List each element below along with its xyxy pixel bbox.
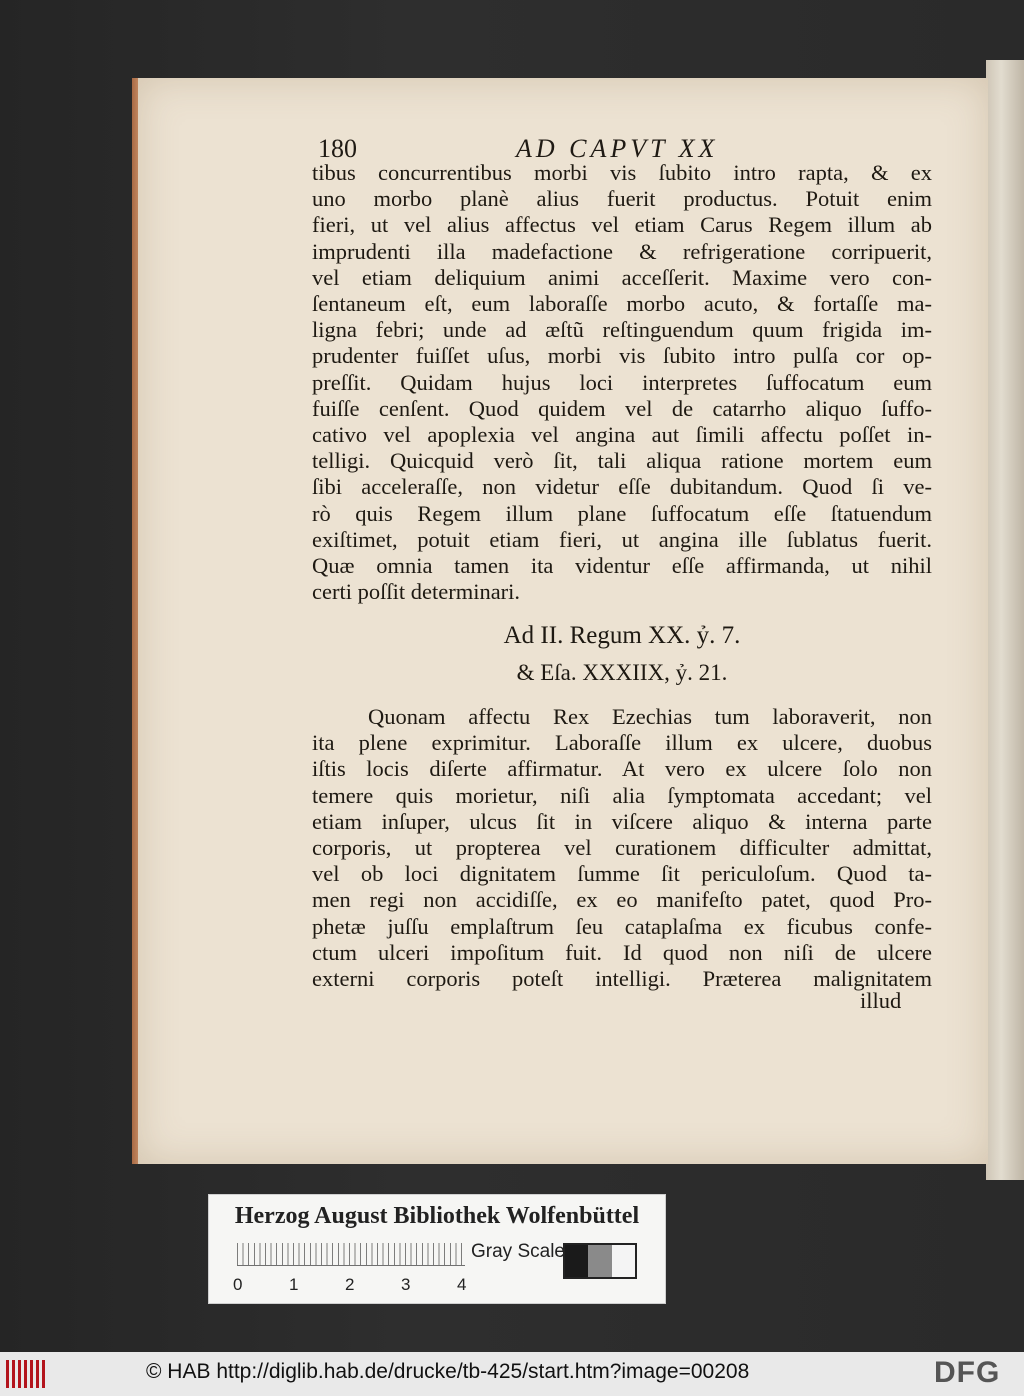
library-color-card <box>208 1194 666 1304</box>
text-line: prudenter fuiſſet uſus, morbi vis ſubito intro pulſa cor op- <box>312 343 932 369</box>
text-line: Quæ omnia tamen ita videntur eſſe affirmanda, ut nihil <box>312 553 932 579</box>
text-line: imprudenti illa madefactione & refrigeratione corripuerit, <box>312 238 932 264</box>
text-line: men regi non accidiſſe, ex eo manifeſto patet, quod Pro- <box>312 887 932 913</box>
text-line: phetæ juſſu emplaſtrum ſeu cataplaſma ex ficubus confe- <box>312 913 932 939</box>
viewer-footer <box>0 1352 1024 1396</box>
text-line: ſentaneum eſt, eum laboraſſe morbo acuto, & fortaſſe ma- <box>312 291 932 317</box>
library-name: Herzog August Bibliothek Wolfenbüttel <box>234 1203 640 1229</box>
dfg-logo: DFG <box>934 1356 1001 1389</box>
text-line: preſſit. Quidam hujus loci interpretes ſuffocatum eum <box>312 369 932 395</box>
text-line: ita plene exprimitur. Laboraſſe illum ex ulcere, duobus <box>312 730 932 756</box>
gray-swatch-light <box>612 1245 635 1277</box>
section-heading-line-1: Ad II. Regum XX. ỷ. 7. <box>503 622 741 649</box>
section-heading-line-2: & Eſa. XXXIIX, ỷ. 21. <box>516 660 728 685</box>
hab-logo-icon <box>6 1360 46 1388</box>
ruler-number: 3 <box>401 1275 411 1294</box>
gray-swatches <box>563 1243 637 1279</box>
page-number: 180 <box>318 134 357 163</box>
text-line: fuiſſe cenſent. Quod quidem vel de catarrho aliquo ſuffo- <box>312 395 932 421</box>
gray-swatch-mid <box>588 1245 611 1277</box>
text-line: vel etiam deliquium animi acceſſerit. Maxime vero con- <box>312 264 932 290</box>
text-line: tibus concurrentibus morbi vis ſubito intro rapta, & ex <box>312 160 932 185</box>
paragraph-2 <box>312 704 932 992</box>
text-line: externi corporis poteſt intelligi. Præterea malignitatem <box>312 966 932 992</box>
gray-swatch-dark <box>565 1245 588 1277</box>
ruler-numbers <box>231 1275 481 1297</box>
text-line: exiſtimet, potuit etiam fieri, ut angina ille ſublatus fuerit. <box>312 526 932 552</box>
copyright-link[interactable]: © HAB http://diglib.hab.de/drucke/tb-425/start.htm?image=00208 <box>146 1360 750 1383</box>
text-line: Quonam affectu Rex Ezechias tum laboraverit, non <box>368 704 932 729</box>
text-line: iſtis locis diſerte affirmatur. At vero ex ulcere ſolo non <box>312 756 932 782</box>
ruler-number: 2 <box>345 1275 355 1294</box>
ruler-number: 4 <box>457 1275 467 1294</box>
text-line: ſibi acceleraſſe, non videtur eſſe dubitandum. Quod ſi ve- <box>312 474 932 500</box>
text-line: etiam inſuper, ulcus ſit in viſcere aliquo & interna parte <box>312 808 932 834</box>
running-title: AD CAPVT XX <box>516 134 719 163</box>
text-line: certi poſſit determinari. <box>312 579 521 605</box>
text-line: corporis, ut propterea vel curationem difficulter admittat, <box>312 835 932 861</box>
text-line: ligna febri; unde ad æſtũ reſtinguendum quum frigida im- <box>312 317 932 343</box>
next-page-edge <box>986 60 1024 1180</box>
paragraph-1 <box>312 160 932 605</box>
ruler-number: 0 <box>233 1275 243 1294</box>
text-line: uno morbo planè alius fuerit productus. Potuit enim <box>312 186 932 212</box>
text-line: rò quis Regem illum plane ſuffocatum eſſe ſtatuendum <box>312 500 932 526</box>
catchword: illud <box>860 988 902 1013</box>
gray-scale-label: Gray Scale <box>471 1241 565 1262</box>
text-line: ctum ulceri impoſitum fuit. Id quod non niſi de ulcere <box>312 939 932 965</box>
text-line: fieri, ut vel alius affectus vel etiam Carus Regem illum ab <box>312 212 932 238</box>
text-line: temere quis morietur, niſi alia ſymptomata accedant; vel <box>312 782 932 808</box>
text-line: cativo vel apoplexia vel angina aut ſimili affectu poſſet in- <box>312 422 932 448</box>
scale-ruler <box>237 1243 465 1266</box>
ruler-number: 1 <box>289 1275 299 1294</box>
text-line: vel ob loci dignitatem ſumme ſit periculoſum. Quod ta- <box>312 861 932 887</box>
text-line: telligi. Quicquid verò ſit, tali aliqua ratione mortem eum <box>312 448 932 474</box>
